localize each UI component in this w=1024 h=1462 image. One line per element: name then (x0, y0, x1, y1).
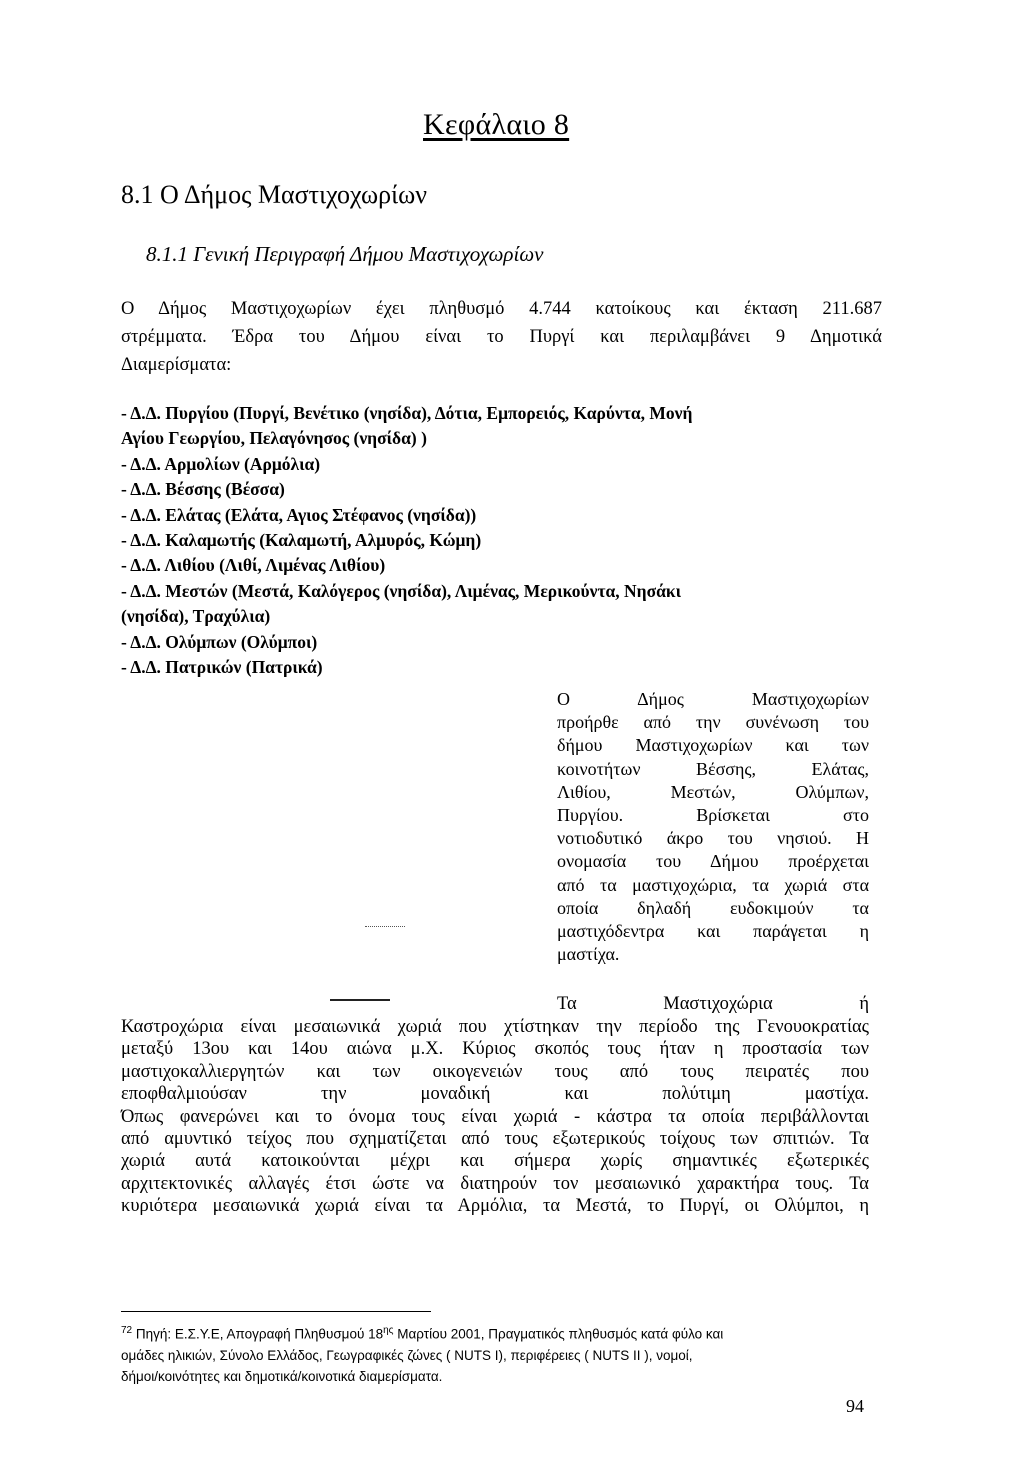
list-item: (νησίδα), Τραχύλια) (121, 606, 271, 627)
text-line: Όπως φανερώνει και το όνομα τους είναι χωριά - κάστρα τα οποία περιβάλλονται (121, 1106, 869, 1127)
intro-line: Διαμερίσματα: (121, 355, 232, 375)
list-item: - Δ.Δ. Καλαμωτής (Καλαμωτή, Αλμυρός, Κώμη) (121, 530, 482, 551)
list-item: - Δ.Δ. Ολύμπων (Ολύμποι) (121, 631, 318, 652)
text-line: εποφθαλμιούσαν την μοναδική και πολύτιμη μαστίχα. (121, 1084, 869, 1105)
footnote-mark: 72 (121, 1325, 133, 1336)
body-paragraph (121, 1016, 869, 1218)
map-artifact (330, 999, 390, 1001)
list-item: - Δ.Δ. Βέσσης (Βέσσα) (121, 479, 285, 500)
page-number: 94 (846, 1396, 864, 1416)
text-line: Ο Δήμος Μαστιχοχωρίων (557, 689, 869, 709)
list-item: - Δ.Δ. Πυργίου (Πυργί, Βενέτικο (νησίδα), Δότια, Εμπορειός, Καρύντα, Μονή (121, 403, 693, 423)
list-item: - Δ.Δ. Αρμολίων (Αρμόλια) (121, 453, 321, 474)
footnote (121, 1320, 869, 1387)
text-line: μαστίχα. (557, 944, 620, 965)
right-column-paragraph (557, 688, 869, 966)
text-line: δήμου Μαστιχοχωρίων και των (557, 735, 869, 756)
text-line: κοινοτήτων Βέσσης, Ελάτας, (557, 758, 869, 779)
chapter-title: Κεφάλαιο 8 (423, 108, 570, 141)
text-line: νοτιοδυτικό άκρο του νησιού. Η (557, 828, 869, 849)
footnote-superscript: ης (383, 1325, 394, 1336)
intro-line: Ο Δήμος Μαστιχοχωρίων έχει πληθυσμό 4.744 κατοίκους και έκταση 211.687 (121, 299, 882, 319)
intro-paragraph (121, 295, 882, 379)
footnote-text: Μαρτίου 2001, Πραγματικός πληθυσμός κατά φύλο και (393, 1326, 724, 1342)
subsection-heading: 8.1.1 Γενική Περιγραφή Δήμου Μαστιχοχωρίων (146, 242, 544, 266)
footnote-separator (121, 1311, 431, 1312)
section-heading: 8.1 Ο Δήμος Μαστιχοχωρίων (121, 180, 427, 209)
intro-line: στρέμματα. Έδρα του Δήμου είναι το Πυργί και περιλαμβάνει 9 Δημοτικά (121, 327, 882, 347)
list-item: - Δ.Δ. Μεστών (Μεστά, Καλόγερος (νησίδα), Λιμένας, Μερικούντα, Νησάκι (121, 580, 682, 601)
text-line: από τα μαστιχοχώρια, τα χωριά στα (557, 874, 869, 895)
text-line: κυριότερα μεσαιωνικά χωριά είναι τα Αρμόλια, τα Μεστά, το Πυργί, οι Ολύμποι, η (121, 1196, 869, 1217)
footnote-line: δήμοι/κοινότητες και δημοτικά/κοινοτικά διαμερίσματα. (121, 1368, 443, 1384)
footnote-line: ομάδες ηλικιών, Σύνολο Ελλάδος, Γεωγραφικές ζώνες ( NUTS I), περιφέρειες ( NUTS II ), νομοί, (121, 1347, 693, 1363)
list-item: - Δ.Δ. Πατρικών (Πατρικά) (121, 657, 323, 678)
text-line: Πυργίου. Βρίσκεται στο (557, 805, 869, 826)
footnote-text: Πηγή: Ε.Σ.Υ.Ε, Απογραφή Πληθυσμού 18 (135, 1326, 384, 1342)
list-item: - Δ.Δ. Ελάτας (Ελάτα, Αγιος Στέφανος (νησίδα)) (121, 504, 477, 525)
text-line: μαστιχοκαλλιεργητών και των οικογενειών τους από τους πειρατές που (121, 1061, 869, 1082)
footnote-line (121, 1320, 869, 1345)
list-item: - Δ.Δ. Λιθίου (Λιθί, Λιμένας Λιθίου) (121, 555, 386, 576)
list-item: Αγίου Γεωργίου, Πελαγόνησος (νησίδα) ) (121, 428, 427, 449)
map-image-placeholder (121, 690, 541, 980)
text-line: μαστιχόδεντρα και παράγεται η (557, 921, 869, 942)
text-line: προήρθε από την συνένωση του (557, 712, 869, 733)
text-line: αρχιτεκτονικές αλλαγές έτσι ώστε να διατηρούν τον μεσαιωνικό χαρακτήρα τους. Τα (121, 1173, 869, 1194)
text-line: από αμυντικό τείχος που σχηματίζεται από τους εξωτερικούς τοίχους των σπιτιών. Τα (121, 1129, 869, 1150)
districts-list (121, 401, 882, 680)
text-line: οποία δηλαδή ευδοκιμούν τα (557, 897, 869, 918)
body-first-line: Τα Μαστιχοχώρια ή (557, 994, 869, 1014)
text-line: χωριά αυτά κατοικούνται μέχρι και σήμερα χωρίς σημαντικές εξωτερικές (121, 1151, 869, 1172)
text-line: Καστροχώρια είναι μεσαιωνικά χωριά που χτίστηκαν την περίοδο της Γενουοκρατίας (121, 1017, 869, 1037)
text-line: Λιθίου, Μεστών, Ολύμπων, (557, 781, 869, 802)
text-line: ονομασία του Δήμου προέρχεται (557, 851, 869, 872)
map-artifact (365, 926, 405, 930)
text-line: μεταξύ 13ου και 14ου αιώνα μ.Χ. Κύριος σκοπός τους ήταν η προστασία των (121, 1039, 869, 1060)
